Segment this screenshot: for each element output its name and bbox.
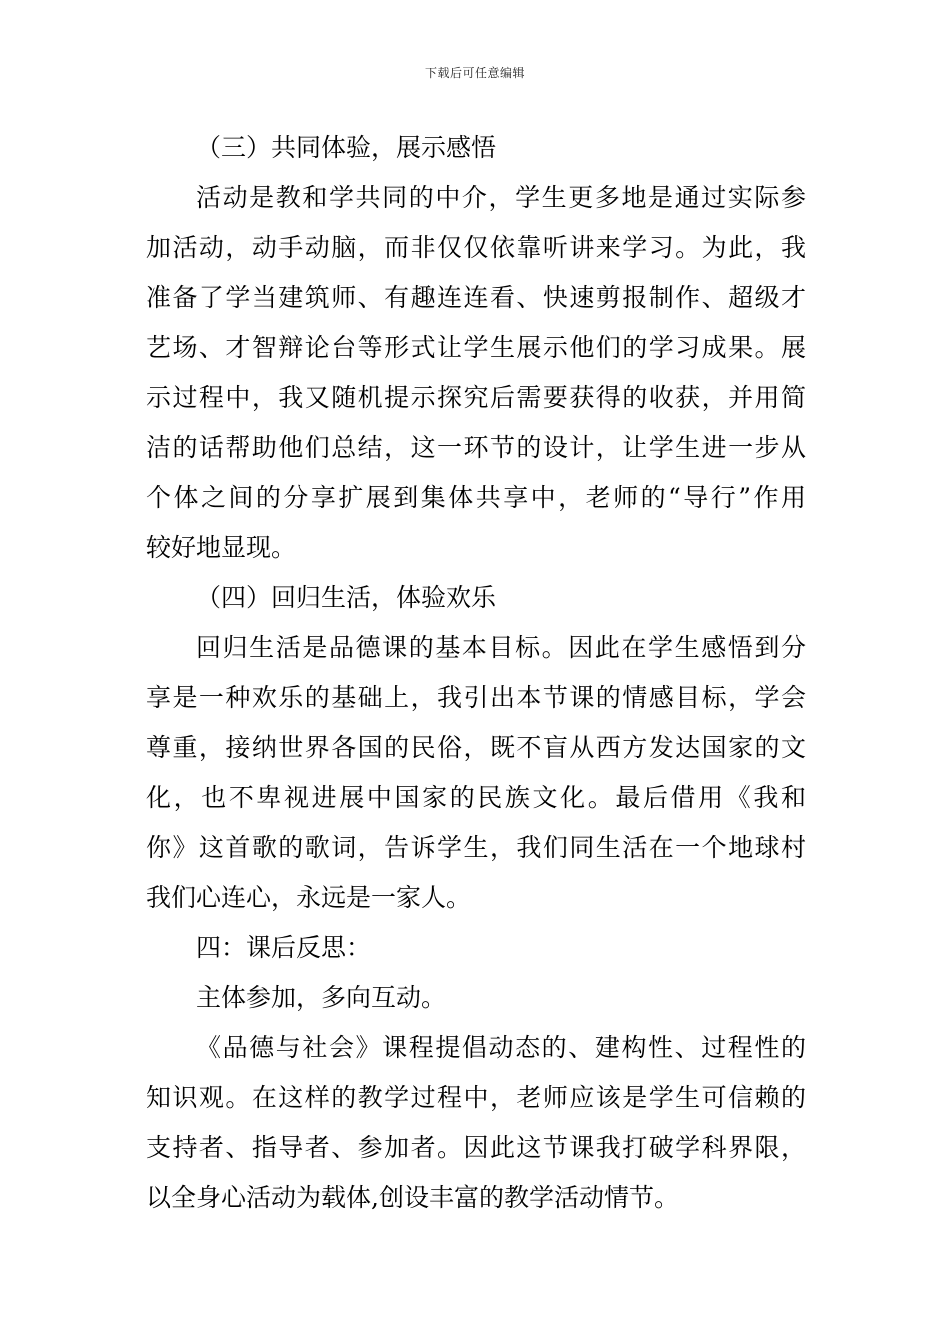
paragraph-line: 《品德与社会》课程提倡动态的、建构性、过程性的 bbox=[196, 1033, 806, 1062]
subheading: 主体参加，多向互动。 bbox=[196, 983, 447, 1012]
paragraph-line: 享是一种欢乐的基础上，我引出本节课的情感目标，学会 bbox=[146, 683, 806, 712]
paragraph-line: 个体之间的分享扩展到集体共享中，老师的“导行”作用 bbox=[146, 483, 806, 512]
paragraph-line: 准备了学当建筑师、有趣连连看、快速剪报制作、超级才 bbox=[146, 283, 806, 312]
paragraph-line-last: 较好地显现。 bbox=[146, 533, 297, 562]
paragraph-line: 知识观。在这样的教学过程中，老师应该是学生可信赖的 bbox=[146, 1083, 806, 1112]
paragraph-line: 你》这首歌的歌词，告诉学生，我们同生活在一个地球村 bbox=[146, 833, 806, 862]
header-note: 下载后可任意编辑 bbox=[424, 66, 525, 80]
paragraph-line: 示过程中，我又随机提示探究后需要获得的收获，并用简 bbox=[146, 383, 806, 412]
paragraph-line: 活动是教和学共同的中介，学生更多地是通过实际参 bbox=[196, 183, 806, 212]
section-heading-reflection: 四：课后反思： bbox=[196, 933, 372, 962]
paragraph-line-last: 我们心连心，永远是一家人。 bbox=[146, 883, 472, 912]
paragraph-line: 支持者、指导者、参加者。因此这节课我打破学科界限， bbox=[146, 1133, 806, 1162]
paragraph-line: 艺场、才智辩论台等形式让学生展示他们的学习成果。展 bbox=[146, 333, 806, 362]
paragraph-line: 加活动，动手动脑，而非仅仅依靠听讲来学习。为此，我 bbox=[146, 233, 806, 262]
section-heading-4: （四）回归生活，体验欢乐 bbox=[196, 583, 497, 612]
section-heading-3: （三）共同体验，展示感悟 bbox=[196, 133, 497, 162]
paragraph-line: 尊重，接纳世界各国的民俗，既不盲从西方发达国家的文 bbox=[146, 733, 806, 762]
paragraph-line: 洁的话帮助他们总结，这一环节的设计，让学生进一步从 bbox=[146, 433, 806, 462]
paragraph-line-last: 以全身心活动为载体,创设丰富的教学活动情节。 bbox=[146, 1183, 679, 1212]
paragraph-line: 回归生活是品德课的基本目标。因此在学生感悟到分 bbox=[196, 633, 806, 662]
paragraph-line: 化，也不卑视进展中国家的民族文化。最后借用《我和 bbox=[146, 783, 806, 812]
